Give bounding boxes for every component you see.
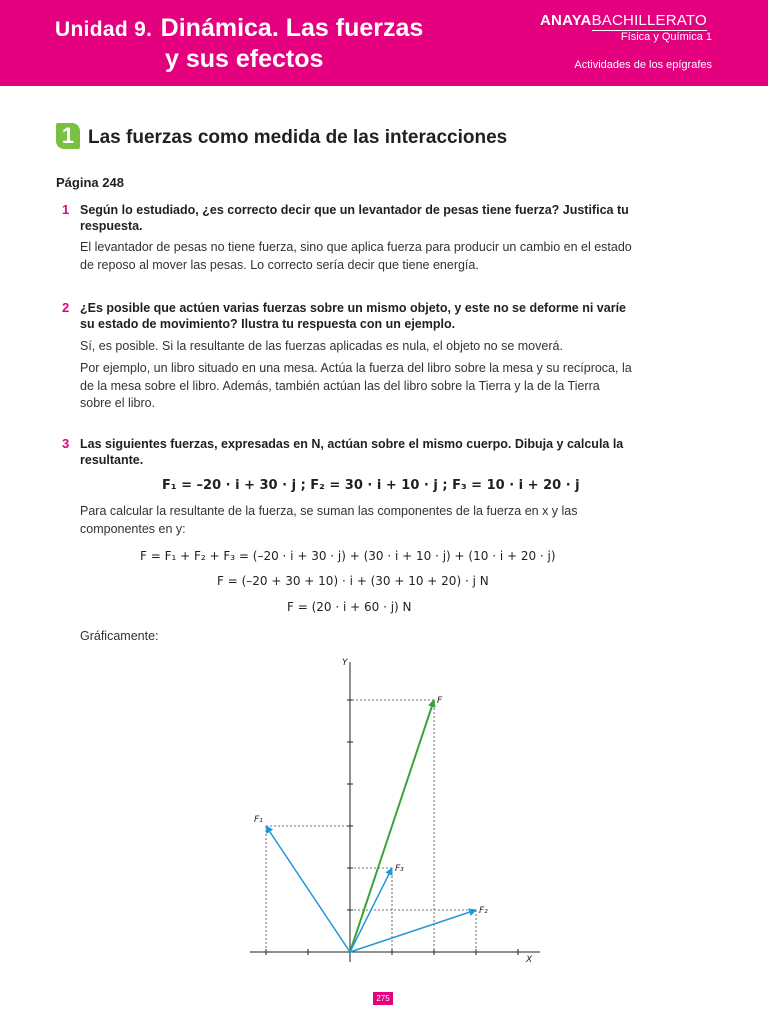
section-title: Las fuerzas como medida de las interacciones xyxy=(88,127,508,148)
vector-label-f2: F₂ xyxy=(479,906,488,916)
vector-f1 xyxy=(266,826,350,952)
question-1-answer: El levantador de pesas no tiene fuerza, sino que aplica fuerza para producir un cambio en el estado de reposo al mover las pesas. Lo correcto sería decir que tiene energía. xyxy=(80,240,632,272)
brand-regular: BACHILLERATO xyxy=(591,12,707,29)
vector-label-f: F xyxy=(437,696,443,706)
page-number: 275 xyxy=(373,992,393,1005)
question-3-number: 3 xyxy=(62,436,70,451)
question-2-answer-2: Por ejemplo, un libro situado en una mesa. Actúa la fuerza del libro sobre la mesa y su recíproca, la de la mesa sobre el libro. Además, también actúan las del libro sobre la Tierra y la de la Tierra sobre el libro. xyxy=(80,361,632,410)
question-1-number: 1 xyxy=(62,202,70,217)
subject-label: Física y Química 1 xyxy=(620,31,712,43)
equation-sum: F = F₁ + F₂ + F₃ = (–20 · i + 30 · j) + (30 · i + 10 · j) + (10 · i + 20 · j) xyxy=(140,549,556,563)
x-axis-label: X xyxy=(526,955,533,965)
unit-heading xyxy=(55,14,423,43)
equation-result: F = (20 · i + 60 · j) N xyxy=(287,600,412,614)
vector-label-f1: F₁ xyxy=(254,815,263,825)
section-tag: Actividades de los epígrafes xyxy=(574,59,712,71)
section-number-badge: 1 xyxy=(56,123,80,149)
question-3-answer: Para calcular la resultante de la fuerza, se suman las componentes de la fuerza en x y las componentes en y: xyxy=(80,504,578,536)
page-header xyxy=(0,0,768,86)
unit-title-line2: y sus efectos xyxy=(165,45,324,73)
brand-bold: ANAYA xyxy=(540,12,592,29)
page-label: Página 248 xyxy=(56,175,124,190)
brand-logo xyxy=(540,12,707,29)
graph-label: Gráficamente: xyxy=(80,629,159,643)
question-3-text: Las siguientes fuerzas, expresadas en N, actúan sobre el mismo cuerpo. Dibuja y calcula la resultante. xyxy=(80,437,624,467)
y-axis-label: Y xyxy=(342,658,348,668)
vector-label-f3: F₃ xyxy=(395,864,404,874)
vector-f xyxy=(350,700,434,952)
question-2-number: 2 xyxy=(62,300,70,315)
question-2-answer-1: Sí, es posible. Si la resultante de las fuerzas aplicadas es nula, el objeto no se moverá. xyxy=(80,339,563,353)
unit-label: Unidad 9. xyxy=(55,18,153,41)
vector-f2 xyxy=(350,910,476,952)
force-vector-diagram xyxy=(250,650,550,970)
question-1-text: Según lo estudiado, ¿es correcto decir que un levantador de pesas tiene fuerza? Justifica tu respuesta. xyxy=(80,203,629,233)
question-2-text: ¿Es posible que actúen varias fuerzas sobre un mismo objeto, y este no se deforme ni varíe su estado de movimiento? Ilustra tu respuesta con un ejemplo. xyxy=(80,301,627,331)
given-forces: F₁ = –20 · i + 30 · j ; F₂ = 30 · i + 10 · j ; F₃ = 10 · i + 20 · j xyxy=(162,478,580,493)
equation-components: F = (–20 + 30 + 10) · i + (30 + 10 + 20) · j N xyxy=(217,574,489,588)
unit-title-line1: Dinámica. Las fuerzas xyxy=(160,14,424,42)
